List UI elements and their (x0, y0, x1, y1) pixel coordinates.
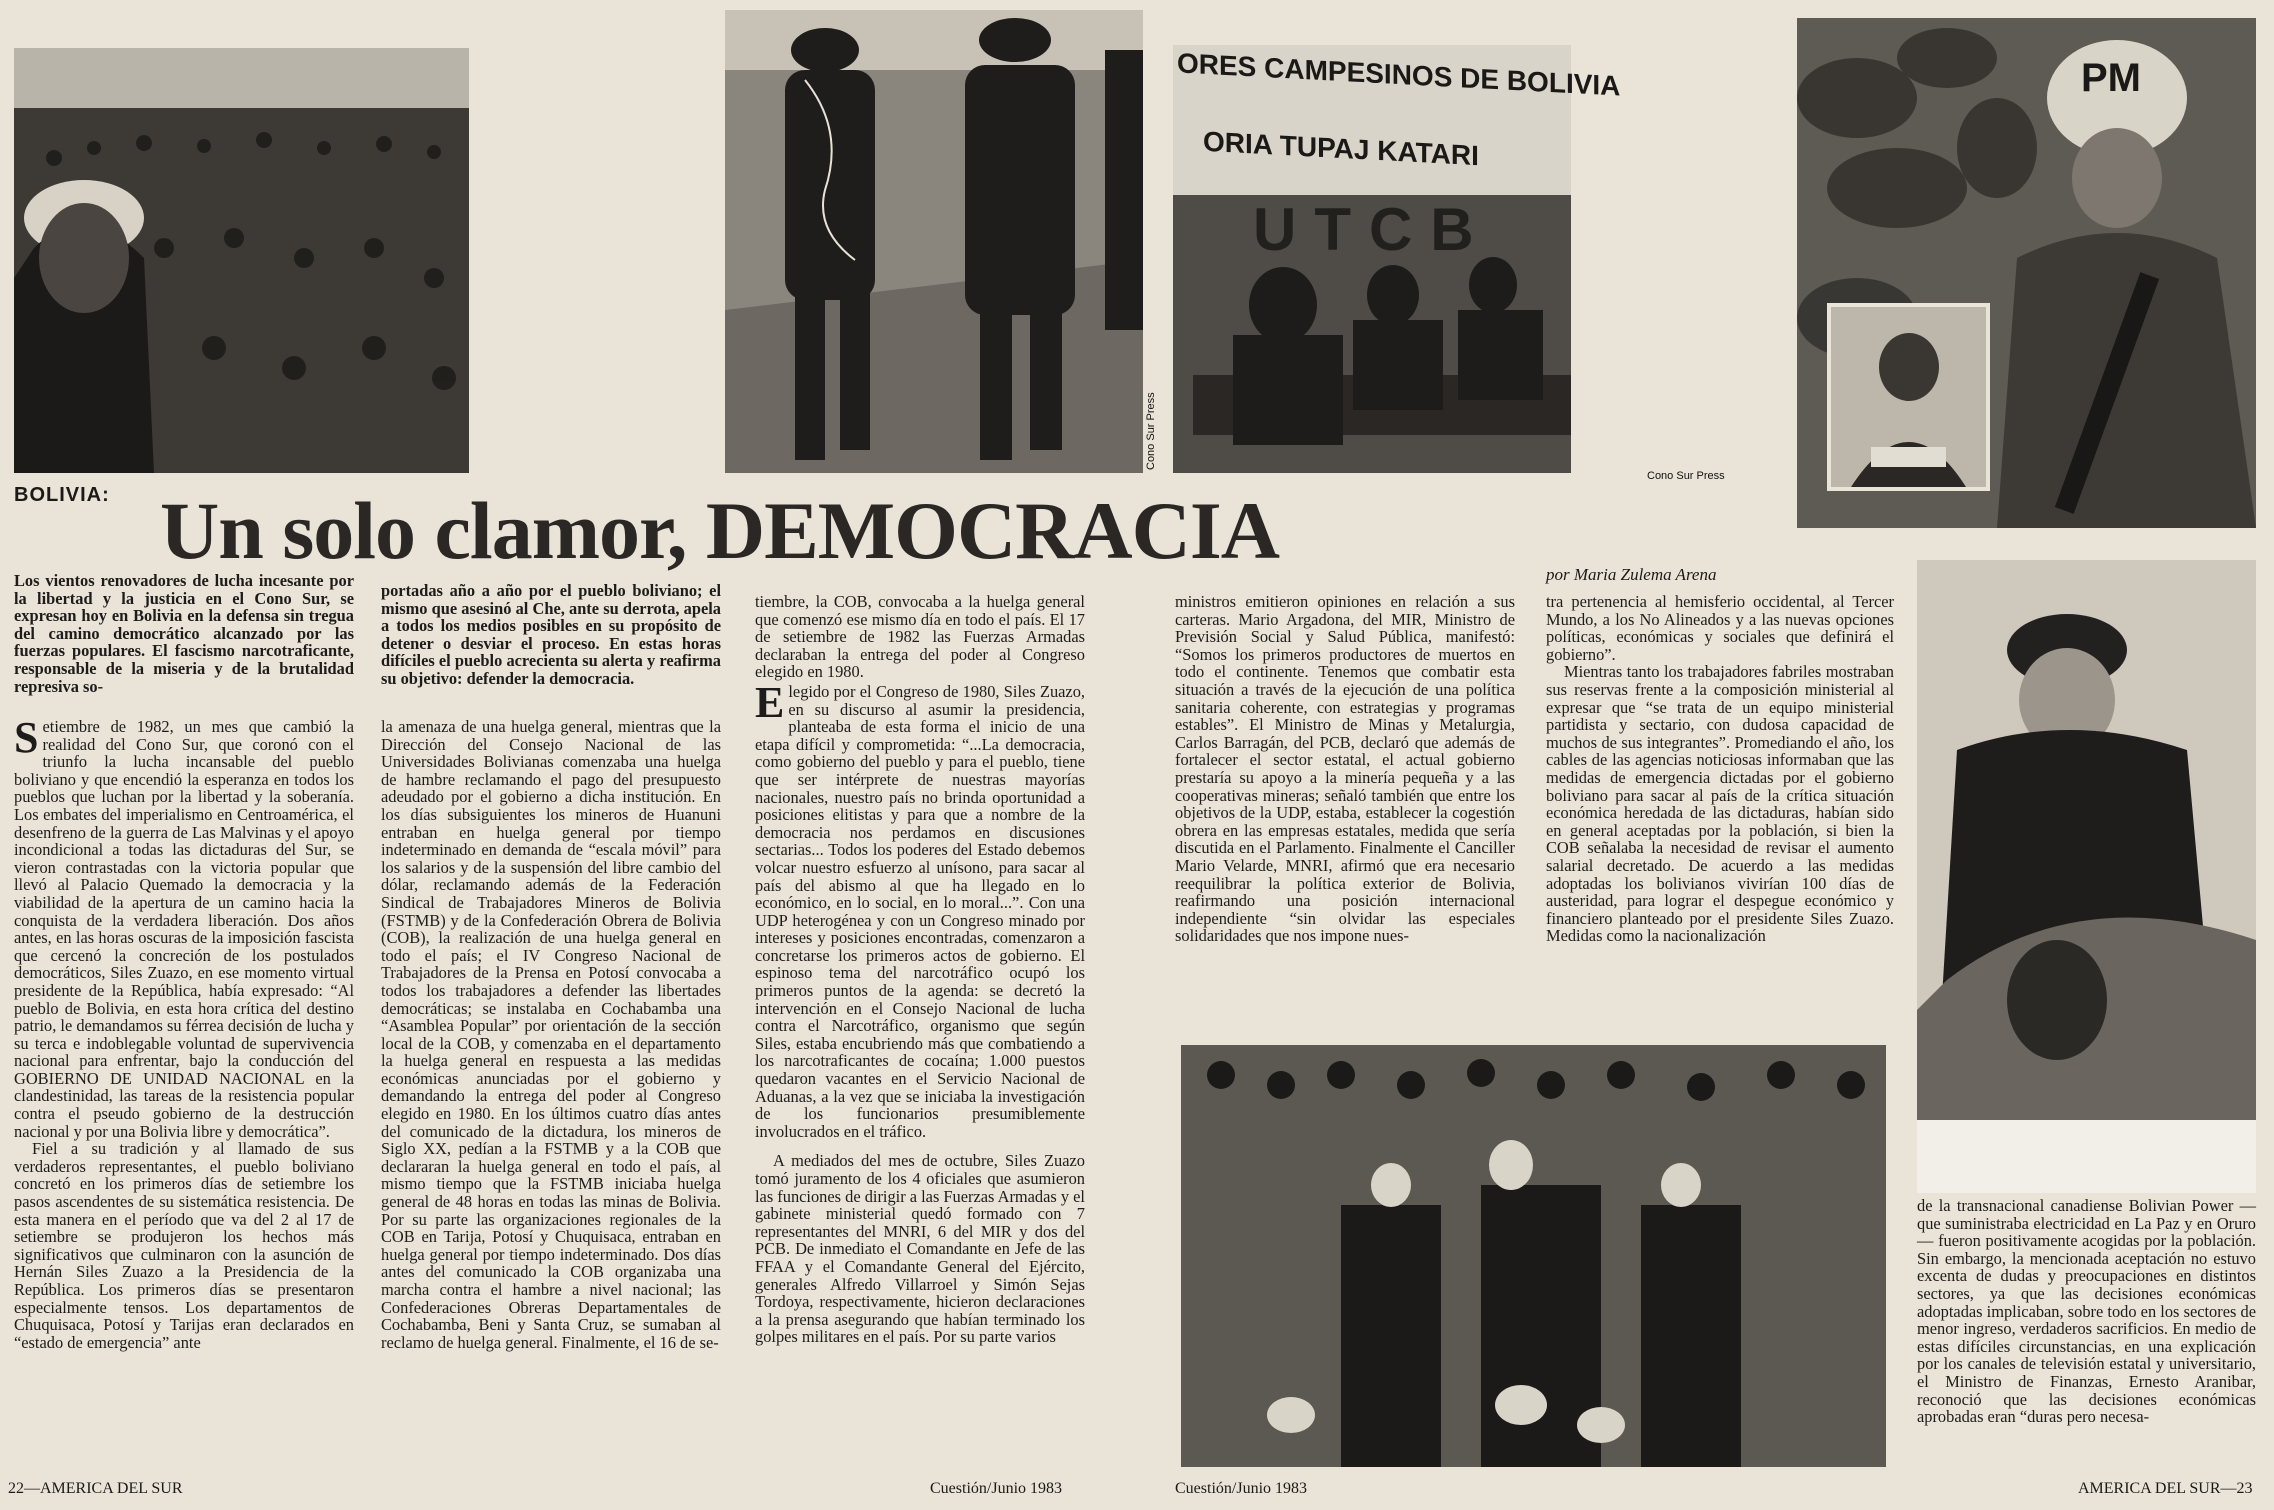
drop-cap: S (14, 713, 39, 762)
photo-credit-vertical: Cono Sur Press (1145, 392, 1157, 470)
lede-col-2: portadas año a año por el pueblo boliviano; el mismo que asesinó al Che, ante su derrota, apela a todos los medios posibles en su propósito de detener o desviar el proceso. En estas horas difíciles el pueblo acrecienta su alerta y reafirma su objetivo: defender la democracia. (381, 581, 721, 688)
column-4: ministros emitieron opiniones en relación a sus carteras. Mario Argadona, del MIR, Ministro de Previsión Social y Salud Pública, manifestó: “Somos los primeros productores de muertos en todo el continente. Tenemos que combatir esta situación a través de la ejecución de una política sanitaria coherente, con estrategias y programas estables”. El Ministro de Minas y Metalurgia, Carlos Barragán, del PCB, declaró que además de fortalecer el sector estatal, el actual gobierno prestaría su apoyo a la minería pequeña y a las cooperativas mineras; señaló también que entre los objetivos de la UDP, estaba, establecer la cogestión obrera en las empresas estatales, medida que sería discutida en el Parlamento. Finalmente el Canciller Mario Velarde, MNRI, afirmó que era necesario reequilibrar la política exterior de Bolivia, reafirmando una posición internacional independiente “sin olvidar las especiales solidaridades que nos impone nues- (1175, 592, 1515, 946)
photo-inset-general (1827, 303, 1990, 491)
helmet-marking: PM (2081, 56, 2141, 100)
banner-line-3: UTCB (1253, 196, 1492, 263)
column-1: Setiembre de 1982, un mes que cambió la realidad del Cono Sur, que coronó con el triunfo la lucha incansable del pueblo boliviano y que encendió la esperanza en todos los pueblos que luchan por la libertad y la soberanía. Los embates del imperialismo en Centroamérica, el desenfreno de la guerra de Las Malvinas y el apoyo incondicional a todas las dictaduras del Sur, se vieron contrastadas con la victoria popular que llevó al Palacio Quemado la democracia y la viabilidad de la apertura de un camino hacia la conquista de la verdadera liberación. Dos años antes, en las horas oscuras de la imposición fascista que cercenó la concreción de los postulados democráticos, Siles Zuazo, en ese momento virtual presidente de la República, había expresado: “Al pueblo de Bolivia, en esta hora crítica del destino patrio, le demandamos su férrea decisión de lucha y su terca e indoblegable voluntad de supervivencia nacional para enfrentar, bajo la conducción del GOBIERNO DE UNIDAD NACIONAL en la clandestinidad, las tareas de la resistencia popular contra el pseudo gobierno de la destrucción nacional y por una Bolivia libre y democrática”. Fiel a su tradición y al llamado de sus verdaderos representantes, el pueblo boliviano concretó en los primeros días de setiembre los pasos ascendentes de su sistemática resistencia. De esta manera en el período que va del 2 al 17 de setiembre se produjeron los hechos más significativos que culminaron con la asunción de Hernán Siles Zuazo a la Presidencia de la República. Los primeros días se presentaron especialmente tensos. Los departamentos de Chuquisaca, Potosí y Tarijas eran declarados en “estado de emergencia” ante (14, 713, 354, 1352)
photo-crowd-rally (14, 48, 469, 473)
photo-officer-and-che (1917, 560, 2256, 1193)
byline: por Maria Zulema Arena (1546, 565, 1717, 584)
photo-credit: Cono Sur Press (1647, 470, 1725, 482)
banner-line-2: ORIA TUPAJ KATARI (1203, 125, 1479, 172)
footer-left: 22—AMERICA DEL SUR (8, 1480, 183, 1497)
banner-line-1: ORES CAMPESINOS DE BOLIVIA (1177, 47, 1621, 102)
paragraph: Fiel a su tradición y al llamado de sus verdaderos representantes, el pueblo boliviano concretó en los primeros días de setiembre los pasos ascendentes de su sistemática resistencia. De esta manera en el período que va del 2 al 17 de setiembre se produjeron los hechos más significativos que culminaron con la asunción de Hernán Siles Zuazo a la Presidencia de la República. Los primeros días se presentaron especialmente tensos. Los departamentos de Chuquisaca, Potosí y Tarijas eran declarados en “estado de emergencia” ante (14, 1139, 354, 1352)
photo-soldier-helmet (1797, 18, 2256, 528)
column-5: tra pertenencia al hemisferio occidental, al Tercer Mundo, a los No Alineados y a las nuevas opciones políticas, económicas y sociales que definirá el gobierno”. Mientras tanto los trabajadores fabriles mostraban sus reservas frente a la composición ministerial al expresar que “se trata de un equipo ministerial partidista y sectario, con dudosa capacidad de muchos de sus integrantes”. Promediando el año, los cables de las agencias noticiosas informaban que las medidas de emergencia dictadas por el gobierno boliviano para sacar al país de la crítica situación económica heredada de las dictaduras, habían sido en general aceptadas por la población, si bien la COB señalaba la necesidad de revisar el aumento salarial decretado. De acuerdo a las medidas adoptadas los bolivianos vivirían 100 días de austeridad, para lograr el despegue económico y financiero planteado por el presidente Siles Zuazo. Medidas como la nacionalización (1546, 592, 1894, 946)
column-6: de la transnacional canadiense Bolivian Power —que suministraba electricidad en La Paz y en Oruro— fueron positivamente acogidas por la población. Sin embargo, la mencionada aceptación no estuvo excenta de dudas y preocupaciones en distintos sectores, ya que las decisiones económicas adoptadas implicaban, sobre todo en los sectores de menor ingreso, verdaderos sacrificios. En medio de estas difíciles circunstancias, en una explicación por los canales de televisión estatal y universitario, el Ministro de Finanzas, Ernesto Aranibar, reconoció que las decisiones económicas aprobadas eran “duras pero necesa- (1917, 1196, 2256, 1427)
column-2: la amenaza de una huelga general, mientras que la Dirección del Consejo Nacional de las Universidades Bolivianas comenzaba una huelga de hambre reclamando el pago del presupuesto adeudado por el gobierno a dicha institución. En los días subsiguientes los mineros de Huanuni entraban en huelga general por tiempo indeterminado en demanda de “escala móvil” para los salarios y de la suspensión del libre cambio del dólar, reclamando además de la Federación Sindical de Trabajadores Mineros de Bolivia (FSTMB) y de la Confederación Obrera de Bolivia (COB), la realización de una huelga general en todo el país; el IV Congreso Nacional de Trabajadores de la Prensa en Potosí convocaba a todos los trabajadores a defender las libertades democráticas; se instalaba en Cochabamba una “Asamblea Popular” por orientación de la sección local de la COB, y comenzaba en el departamento la huelga general en respuesta a las medidas económicas anunciadas por el gobierno y demandando la entrega del poder al Congreso elegido en 1980. En los últimos cuatro días antes del comunicado de la dictadura, los mineros de Siglo XX, pedían a la FSTMB y a la COB que declararan la huelga general en todo el país, al mismo tiempo que la FSTMB iniciaba huelga general de 48 horas en todas las minas de Bolivia. Por su parte las organizaciones regionales de la COB en Tarija, Potosí y Chuquisaca, entraban en huelga general por tiempo indeterminado. Dos días antes del comunicado la COB organizaba una marcha contra el hambre a nivel nacional; las Confederaciones Obreras Departamentales de Cochabamba, Beni y Santa Cruz, se sumaban al reclamo de huelga general. Finalmente, el 16 de se- (381, 717, 721, 1352)
column-3: tiembre, la COB, convocaba a la huelga general que comenzó ese mismo día en todo el país. El 17 de setiembre de 1982 las Fuerzas Armadas declaraban la entrega del poder al Congreso elegido en 1980. Elegido por el Congreso de 1980, Siles Zuazo, en su discurso al asumir la presidencia, planteaba de esta forma el inicio de una etapa difícil y comprometida: “...La democracia, como gobierno del pueblo y para el pueblo, tiene que ser intérprete de nuestras mayorías nacionales, nuestro país no brinda oportunidad a posiciones elitistas y para que a nombre de la democracia nos perdamos en discusiones sectarias... Todos los poderes del Estado debemos volcar nuestro esfuerzo al unísono, para sacar al país del abismo al que ha llegado en lo económico, en lo social, en lo moral...”. Con una UDP heterogénea y con un Congreso minado por intereses y posiciones encontradas, comenzaron a concretarse los primeros actos de gobierno. El espinoso tema del narcotráfico ocupó los primeros puntos de la agenda: se decretó la intervención en el Consejo Nacional de lucha contra el Narcotráfico, organismo que según Siles, estaba encubriendo más que combatiendo a los narcotraficantes de cocaína; 1.000 puestos quedaron vacantes en el Servicio Nacional de Aduanas, a la vez que se iniciaba la investigación de los funcionarios presumiblemente involucrados en el tráfico. A mediados del mes de octubre, Siles Zuazo tomó juramento de los 4 oficiales que asumieron las funciones de dirigir a las Fuerzas Armadas y el gabinete ministerial quedó formado con 7 representantes del MNRI, 6 del MIR y dos del PCB. De inmediato el Comandante en Jefe de las FFAA y el Comandante General del Ejército, generales Alfredo Villarroel y Simón Sejas Tordoya, respectivamente, hicieron declaraciones a la prensa asegurando que habían terminado los golpes militares en el país. Por su parte varios (755, 592, 1085, 1347)
lede-col-1: Los vientos renovadores de lucha incesante por la libertad y la justicia en el Cono Sur, se expresan hoy en Bolivia en la defensa sin tregua del camino democrático alcanzado por las fuerzas populares. El fascismo narcotraficante, responsable de la miseria y de la brutalidad represiva so- (14, 571, 354, 696)
paragraph: Mientras tanto los trabajadores fabriles mostraban sus reservas frente a la composición ministerial al expresar que “se trata de un equipo ministerial partidista y sectario, con dudosa capacidad de muchos de sus integrantes”. Promediando el año, los cables de las agencias noticiosas informaban que las medidas de emergencia dictadas por el gobierno boliviano para sacar al país de la crítica situación económica heredada de las dictaduras, habían sido en general aceptadas por la población, si bien la COB señalaba la necesidad de revisar el aumento salarial decretado. De acuerdo a las medidas adoptadas los bolivianos vivirían 100 días de austeridad, para lograr el despegue económico y financiero planteado por el presidente Siles Zuazo. Medidas como la nacionalización (1546, 662, 1894, 946)
article-title: Un solo clamor, DEMOCRACIA (160, 485, 1279, 576)
photo-military-procession (1181, 1045, 1886, 1467)
photo-soldiers-march (725, 10, 1143, 473)
section-kicker: BOLIVIA: (14, 484, 110, 506)
footer-center-right: Cuestión/Junio 1983 (1175, 1480, 1308, 1497)
footer-center-left: Cuestión/Junio 1983 (930, 1480, 1063, 1497)
footer-right: AMERICA DEL SUR—23 (2078, 1480, 2253, 1497)
photo-campesinos-congress (1173, 45, 1621, 473)
paragraph: A mediados del mes de octubre, Siles Zuazo tomó juramento de los 4 oficiales que asumieron las funciones de dirigir a las Fuerzas Armadas y el gabinete ministerial quedó formado con 7 representantes del MNRI, 6 del MIR y dos del PCB. De inmediato el Comandante en Jefe de las FFAA y el Comandante General del Ejército, generales Alfredo Villarroel y Simón Sejas Tordoya, respectivamente, hicieron declaraciones a la prensa asegurando que habían terminado los golpes militares en el país. Por su parte varios (755, 1151, 1085, 1347)
drop-cap: E (755, 677, 785, 727)
